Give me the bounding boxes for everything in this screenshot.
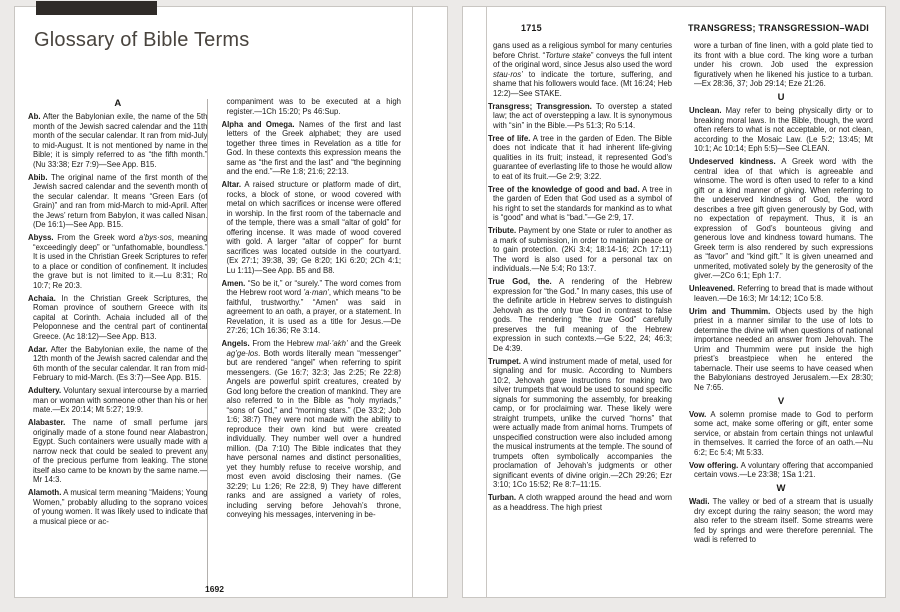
entry-term: Achaia. — [28, 293, 56, 303]
entry-term: Alpha and Omega. — [221, 119, 295, 129]
right-page — [462, 6, 886, 598]
entry-term: Vow offering. — [689, 460, 739, 470]
entry-term: Alamoth. — [28, 488, 62, 497]
left-page-column-2 — [222, 97, 402, 594]
entry-term: Altar. — [221, 180, 241, 189]
entry-term: Angels. — [221, 339, 250, 348]
entry-term: Alabaster. — [28, 418, 66, 427]
right-page-spine-crease — [486, 7, 487, 597]
entry-term: Transgress; Transgression. — [488, 101, 592, 111]
glossary-entry: Vow offering. A voluntary offering that accompanied certain vows.—Le 23:38; 1Sa 1:21. — [689, 460, 873, 479]
glossary-entry: Achaia. In the Christian Greek Scriptures, the Roman province of southern Greece with its capital at Corinth. Achaia included all of the Peloponnese and the central part of continental Greece. (Ac 18:12)—See App. B13. — [28, 293, 208, 341]
entry-term: Abyss. — [28, 233, 54, 242]
left-page — [14, 6, 448, 598]
running-head: TRANSGRESS; TRANSGRESSION–WADI — [687, 23, 869, 33]
glossary-entry: Adultery. Voluntary sexual intercourse by a married man or woman with someone other than his or her mate.—Ex 20:14; Mt 5:27; 19:9. — [28, 386, 208, 414]
right-page-column-2 — [689, 41, 873, 581]
section-letter-heading: V — [777, 395, 785, 407]
glossary-entry: Abib. The original name of the first month of the Jewish sacred calendar and the seventh month of the secular calendar. It means “Green Ears (of Grain)” and ran from mid-March to mid-April. After the Jews’ return from Babylon, it was called Nisan. (De 16:1)—See App. B15. — [28, 172, 208, 229]
entry-term: Undeserved kindness. — [689, 157, 776, 166]
glossary-entry-continuation: wore a turban of fine linen, with a gold plate tied to its front with a blue cord. The king wore a turban under his crown. Job used the expression figuratively when he likened his justice to a turban.—Ex 28:36, 37; Job 29:14; Eze 21:26. — [694, 41, 873, 88]
section-letter-heading: A — [114, 98, 122, 109]
entry-term: Turban. — [488, 493, 517, 502]
glossary-entry: Transgress; Transgression. To overstep a stated law; the act of overstepping a law. It is synonymous with “sin” in the Bible.—Ps 51:3; Ro 5:14. — [488, 101, 672, 130]
entry-term: Urim and Thummim. — [689, 306, 771, 316]
right-page-column-1 — [488, 41, 672, 581]
glossary-entry-continuation: companiment was to be executed at a high register.—1Ch 15:20; Ps 46:Sup. — [226, 97, 401, 116]
glossary-entry: Turban. A cloth wrapped around the head and worn as a headdress. The high priest — [488, 493, 672, 512]
glossary-entry: Tree of the knowledge of good and bad. A tree in the garden of Eden that God used as a symbol of his right to set the standards for mankind as to what is “good” and what is “bad.”—Ge 2:9, 17. — [488, 184, 672, 222]
left-page-column-1 — [28, 97, 208, 594]
right-page-header — [521, 23, 869, 33]
glossary-entry: Vow. A solemn promise made to God to perform some act, make some offering or gift, enter some service, or abstain from certain things not unlawful in themselves. It carried the force of an oath.—Nu 6:2; Ec 5:4; Mt 5:33. — [689, 409, 873, 457]
entry-term: True God, the. — [488, 277, 552, 286]
section-letter-heading: U — [777, 92, 785, 103]
entry-term: Tree of the knowledge of good and bad. — [488, 184, 640, 194]
glossary-entry: Tree of life. A tree in the garden of Eden. The Bible does not indicate that it had inherent life-giving qualities in its fruit; instead, it represented God’s guarantee of everlasting life to those he would allow to eat of its fruit.—Ge 2:9; 3:22. — [488, 133, 672, 181]
glossary-entry: Tribute. Payment by one State or ruler to another as a mark of submission, in order to maintain peace or to gain protection. (2Ki 3:4; 18:14-16; 2Ch 17:11) The word is also used for a personal tax on individuals.—Ne 5:4; Ro 13:7. — [488, 226, 672, 273]
glossary-entry: Trumpet. A wind instrument made of metal, used for signaling and for music. According to Numbers 10:2, Jehovah gave instructions for making two silver trumpets that would be used to sound specific signals for summoning the assembly, for breaking camp, or for proclaiming war. These likely were straight trumpets, unlike the curved “horns” that were actually made from animal horns. Trumpets of unspecified construction were also included among the musical instruments at the temple. The sound of trumpets often symbolically accompanies the proclamation of Jehovah’s judgments or other significant events of divine origin.—2Ch 29:26; Ezr 3:10; 1Co 15:52; Re 8:7–11:15. — [488, 356, 672, 489]
entry-term: Adar. — [28, 344, 48, 354]
entry-term: Unleavened. — [689, 284, 735, 293]
glossary-entry: Ab. After the Babylonian exile, the name of the 5th month of the Jewish sacred calendar and the 11th month of the secular calendar. It ran from mid-July to mid-August. It is not mentioned by name in the Bible; it is simply referred to as “the fifth month.” (Nu 33:38; Ezr 7:9)—See App. B15. — [28, 112, 208, 169]
bookmark-tab-bar — [36, 1, 157, 15]
glossary-entry: Abyss. From the Greek word a’bys·sos, meaning “exceedingly deep” or “unfathomable, boundless.” It is used in the Christian Greek Scriptures to refer to a place or condition of confinement. It includes the grave but is not limited to it.—Lu 8:31; Ro 10:7; Re 20:3. — [28, 233, 208, 290]
entry-term: Unclean. — [689, 106, 722, 115]
glossary-entry: Unleavened. Referring to bread that is made without leaven.—De 16:3; Mr 14:12; 1Co 5:8. — [689, 284, 873, 303]
glossary-entry: True God, the. A rendering of the Hebrew expression for “the God.” In many cases, this use of the definite article in Hebrew serves to distinguish Jehovah as the only true God in contrast to false gods. The rendering “the true God” carefully preserves the full meaning of the Hebrew expression in such contexts.—Ge 5:22, 24; 46:3; De 4:39. — [488, 277, 672, 353]
glossary-entry: Alabaster. The name of small perfume jars originally made of a stone found near Alabastron, Egypt. Such containers were usually made with a narrow neck that could be sealed to prevent any of the precious perfume from leaking. The stone itself also came to be known by the same name.—Mr 14:3. — [28, 418, 208, 484]
column-divider-rule — [207, 99, 208, 588]
entry-term: Ab. — [28, 112, 41, 121]
glossary-entry: Alpha and Omega. Names of the first and last letters of the Greek alphabet; they are used together three times in Revelation as a title for God. In these contexts this expression means the same as “the first and the last” and “the beginning and the end.”—Re 1:8; 21:6; 22:13. — [221, 119, 401, 176]
glossary-entry: Adar. After the Babylonian exile, the name of the 12th month of the Jewish sacred calendar and the 6th month of the secular calendar. It ran from mid-February to mid-March. (Es 3:7)—See App. B15. — [28, 344, 208, 382]
glossary-entry-continuation: gans used as a religious symbol for many centuries before Christ. “Torture stake” conveys the full intent of the original word, since Jesus also used the word stau·ros’ to indicate the torture, suffering, and shame that his followers would face. (Mt 16:24; Heb 12:2)—See STAKE. — [493, 41, 672, 98]
glossary-entry: Wadi. The valley or bed of a stream that is usually dry except during the rainy season; the word may also refer to the stream itself. Some streams were fed by springs and were therefore perennial. The wadi is referred to — [689, 497, 873, 544]
entry-term: Adultery. — [28, 386, 62, 395]
glossary-entry: Urim and Thummim. Objects used by the high priest in a manner similar to the use of lots to determine the divine will when questions of national importance needed an answer from Jehovah. The Urim and Thummim were put inside the high priest’s breastpiece when he entered the tabernacle. Their use seems to have ceased when the Babylonians destroyed Jerusalem.—Ex 28:30; Ne 7:65. — [689, 306, 873, 392]
glossary-entry: Alamoth. A musical term meaning “Maidens; Young Women,” probably alluding to the soprano voices of young women. It was likely used to indicate that a musical piece or ac- — [28, 488, 208, 526]
left-page-spine-crease — [412, 7, 413, 597]
glossary-entry: Amen. “So be it,” or “surely.” The word comes from the Hebrew root word ’a·man’, which means “to be faithful, trustworthy.” “Amen” was said in agreement to an oath, a prayer, or a statement. In Revelation, it is used as a title for Jesus.—De 27:26; 1Ch 16:36; Re 3:14. — [221, 278, 401, 335]
entry-term: Tribute. — [488, 226, 517, 235]
left-page-columns — [28, 97, 401, 594]
glossary-title: Glossary of Bible Terms — [34, 29, 250, 51]
page-number-right: 1715 — [521, 23, 542, 33]
entry-term: Tree of life. — [488, 133, 531, 143]
glossary-entry: Undeserved kindness. A Greek word with the central idea of that which is agreeable and winsome. The word is often used to refer to a kind gift or a kind manner of giving. When referring to the undeserved kindness of God, the word describes a free gift given generously by God, with no expectation of repayment. Thus, it is an expression of God’s bounteous giving and generous love and kindness toward humans. The Greek term is also rendered by such expressions as “favor” and “kind gift.” It is given unearned and unmerited, motivated solely by the generosity of the giver.—2Co 6:1; Eph 1:7. — [689, 157, 873, 280]
section-letter-heading: W — [776, 483, 786, 494]
right-page-columns — [488, 41, 873, 581]
glossary-entry: Angels. From the Hebrew mal·’akh’ and the Greek ag’ge·los. Both words literally mean “messenger” but are rendered “angel” when referring to spirit messengers. (Ge 16:7; 32:3; Jas 2:25; Re 22:8) Angels are powerful spirit creatures, created by God long before the creation of mankind. They are also referred to in the Bible as “holy myriads,” “sons of God,” and “morning stars.” (De 33:2; Job 1:6; 38:7) They were not made with the ability to reproduce their own kind but were created individually. They number well over a hundred million. (Da 7:10) The Bible indicates that they have personal names and distinct personalities, yet they humbly refuse to receive worship, and most even avoid disclosing their names. (Ge 32:29; Lu 1:26; Re 22:8, 9) They have different ranks and are assigned a variety of roles, including serving before Jehovah’s throne, conveying his messages, intervening in be- — [221, 339, 401, 519]
glossary-entry: Unclean. May refer to being physically dirty or to breaking moral laws. In the Bible, though, the word often refers to what is not acceptable, or not clean, according to the Mosaic Law. (Le 5:2; 13:45; Mt 10:1; Ac 10:14; Eph 5:5)—See CLEAN. — [689, 106, 873, 153]
entry-term: Trumpet. — [488, 356, 521, 366]
page-number-left: 1692 — [205, 584, 224, 594]
glossary-entry: Altar. A raised structure or platform made of dirt, rocks, a block of stone, or wood covered with metal on which sacrifices or incense were offered in worship. In the first room of the tabernacle and of the temple, there was a small “altar of gold” for offering incense. It was made of wood covered with gold. A larger “altar of copper” for burnt sacrifices was located outside in the courtyard. (Ex 27:1; 39:38, 39; Ge 8:20; 1Ki 6:20; 2Ch 4:1; Lu 1:11)—See App. B5 and B8. — [221, 180, 401, 275]
entry-term: Wadi. — [689, 497, 710, 506]
entry-term: Vow. — [689, 409, 707, 419]
entry-term: Amen. — [221, 278, 246, 288]
entry-term: Abib. — [28, 172, 48, 182]
